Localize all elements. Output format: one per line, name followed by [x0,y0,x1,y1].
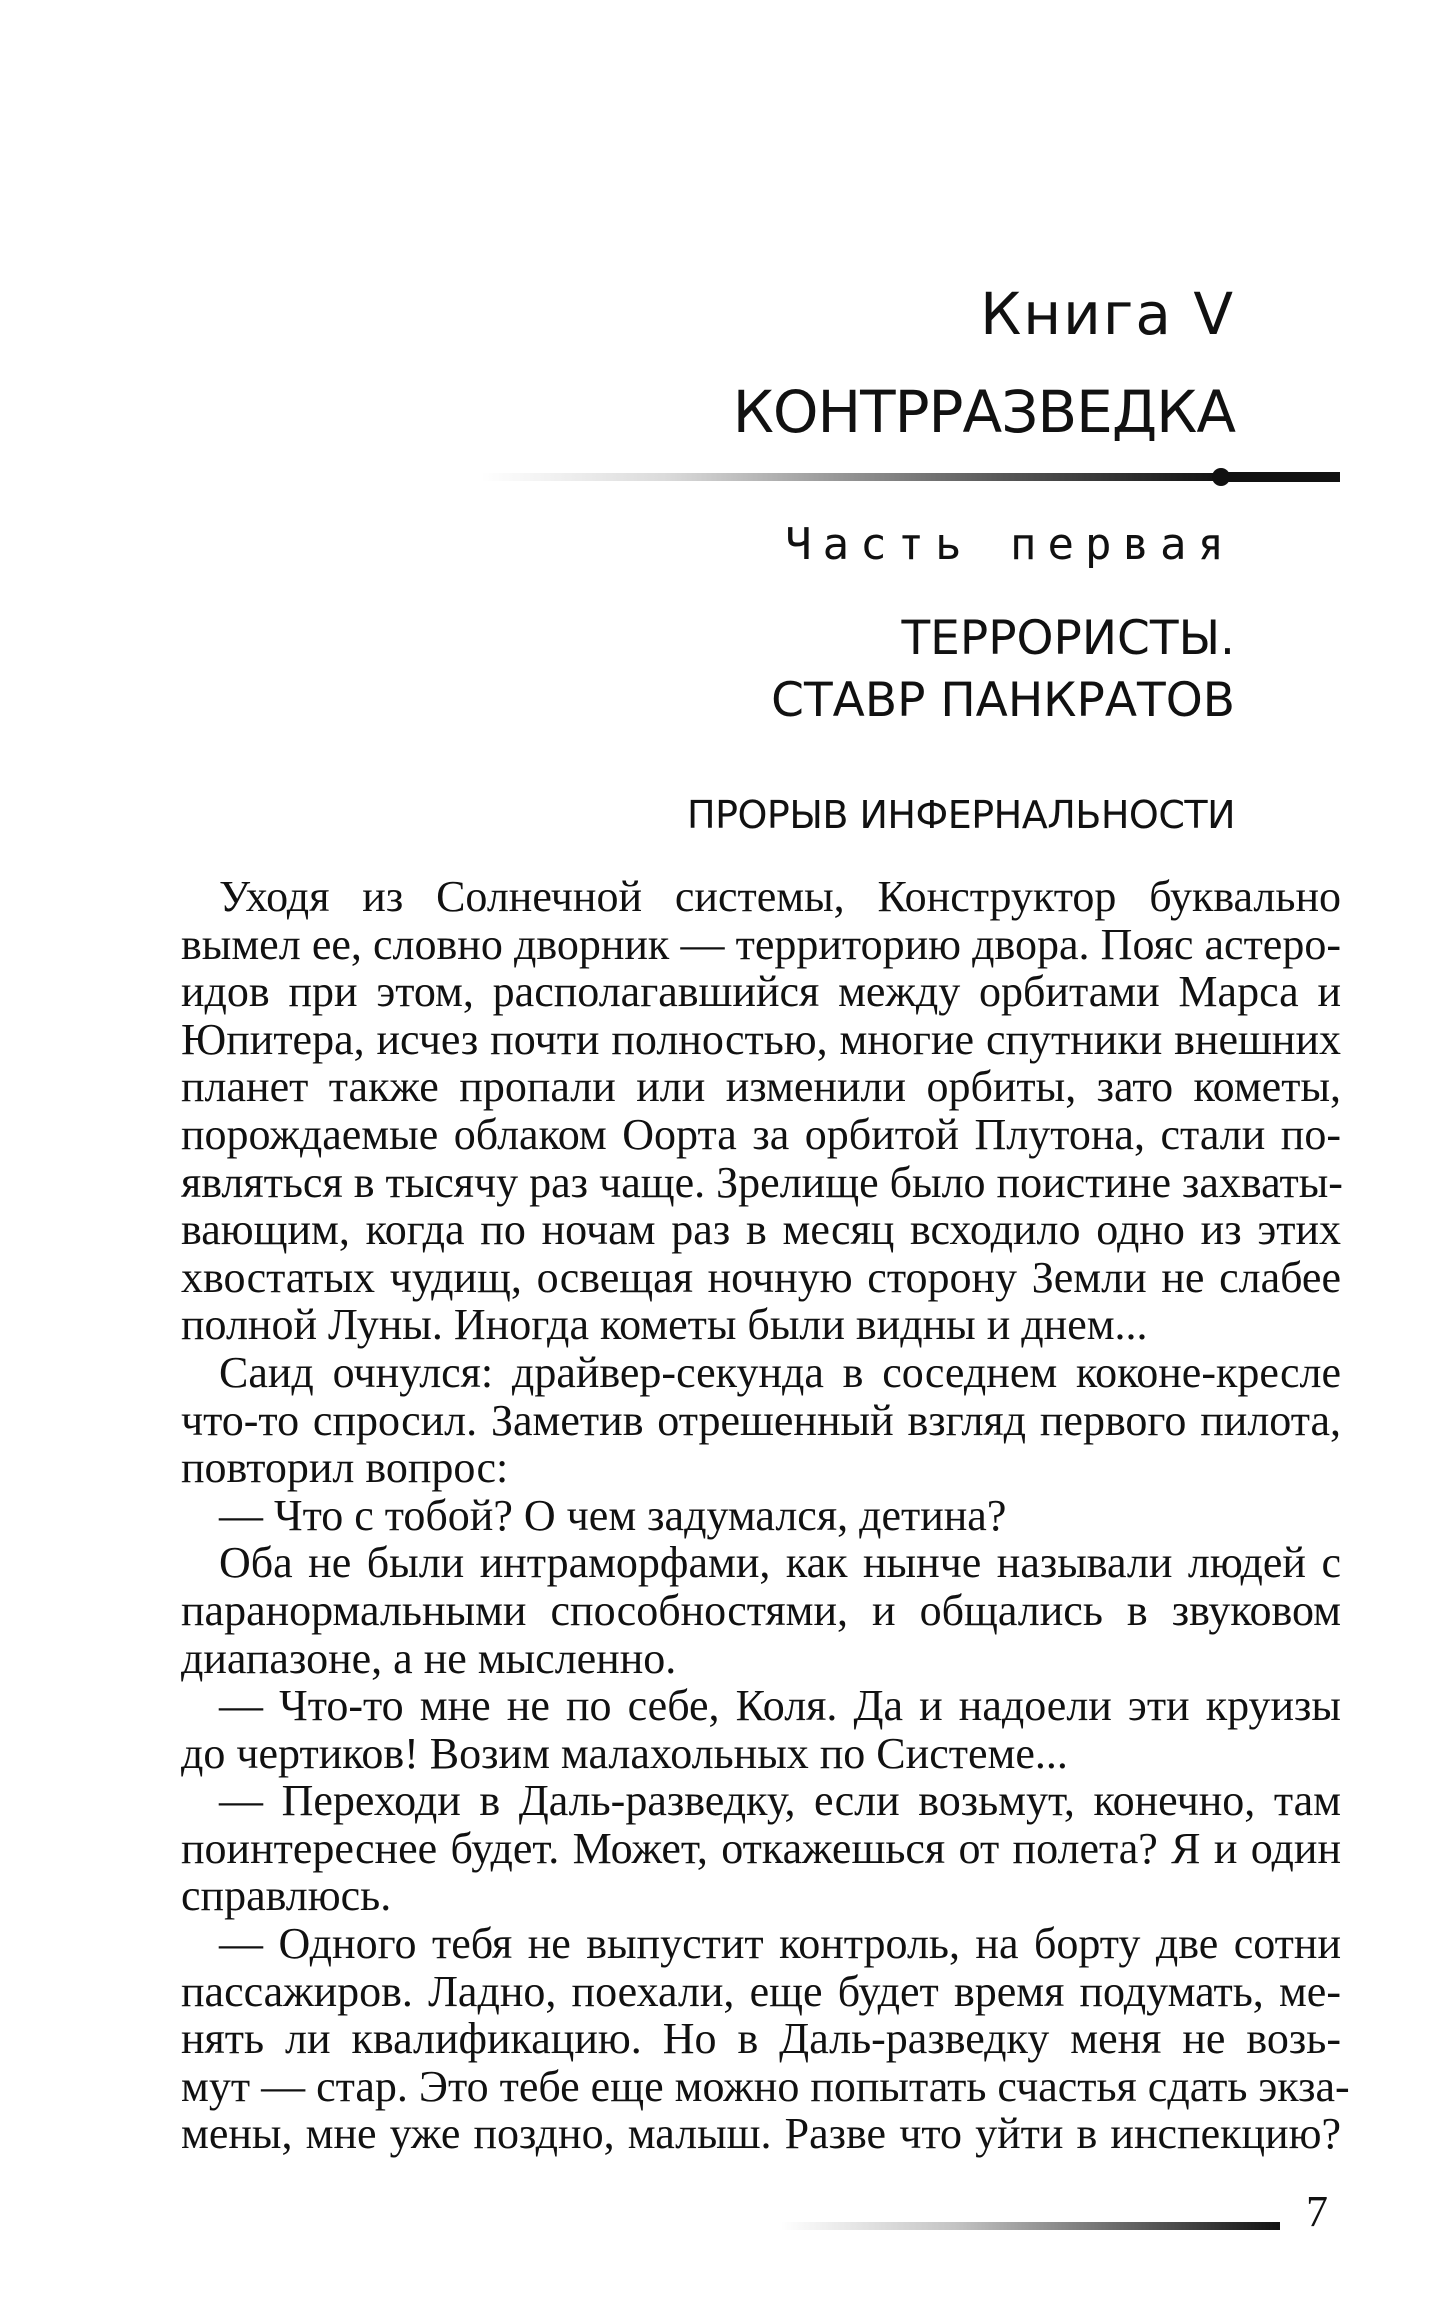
text-line: являться в тысячу раз чаще. Зрелище было поистине захваты- [181,1157,1343,1207]
book-subtitle: КОНТРРАЗВЕДКА [732,378,1235,446]
page-number: 7 [1306,2187,1328,2236]
text-line: мут — стар. Это тебе еще можно попытать счастья сдать экза- [181,2061,1350,2111]
text-line: пассажиров. Ладно, поехали, еще будет время подумать, ме- [181,1966,1341,2016]
text-line: нять ли квалификацию. Но в Даль-разведку меня не возь- [181,2014,1341,2064]
part-title-line: ТЕРРОРИСТЫ. [901,611,1235,666]
text-line: — Что-то мне не по себе, Коля. Да и надоели эти круизы [219,1681,1341,1731]
text-line: — Одного тебя не выпустит контроль, на борту две сотни [219,1919,1341,1969]
text-line: вающим, когда по ночам раз в месяц всходило одно из этих [181,1205,1341,1255]
text-line: Оба не были интраморфами, как нынче называли людей с [219,1538,1341,1588]
text-line: Юпитера, исчез почти полностью, многие спутники внешних [181,1014,1341,1064]
text-line: до чертиков! Возим малахольных по Системе... [181,1728,1068,1778]
text-line: мены, мне уже поздно, малыш. Разве что уйти в инспекцию? [181,2109,1341,2159]
text-line: справлюсь. [181,1871,392,1921]
text-line: планет также пропали или изменили орбиты, зато кометы, [181,1062,1341,1112]
text-line: диапазоне, а не мысленно. [181,1633,677,1683]
chapter-title: ПРОРЫВ ИНФЕРНАЛЬНОСТИ [687,793,1235,837]
text-line: — Переходи в Даль-разведку, если возьмут, конечно, там [219,1776,1341,1826]
text-line: Саид очнулся: драйвер-секунда в соседнем коконе-кресле [219,1347,1341,1397]
text-line: идов при этом, располагавшийся между орбитами Марса и [181,967,1341,1017]
text-line: что-то спросил. Заметив отрешенный взгляд первого пилота, [181,1395,1341,1445]
decorative-rule-top [480,468,1340,488]
text-line: вымел ее, словно дворник — территорию двора. Пояс астеро- [181,919,1341,969]
part-label: Часть первая [785,519,1235,570]
text-line: поинтереснее будет. Может, откажешься от полета? Я и один [181,1823,1341,1873]
text-line: повторил вопрос: [181,1443,509,1493]
part-title-line: СТАВР ПАНКРАТОВ [771,673,1235,728]
text-line: — Что с тобой? О чем задумался, детина? [219,1490,1007,1540]
text-line: Уходя из Солнечной системы, Конструктор буквально [219,872,1341,921]
text-line: порождаемые облаком Оорта за орбитой Плутона, стали по- [181,1109,1341,1159]
part-title [771,608,1235,732]
decorative-rule-bottom [780,2218,1280,2234]
text-line: хвостатых чудищ, освещая ночную сторону Земли не слабее [181,1252,1341,1302]
book-title: Книга V [980,280,1235,348]
body-text [181,872,1350,2159]
text-line: полной Луны. Иногда кометы были видны и днем... [181,1300,1148,1350]
text-line: паранормальными способностями, и общались в звуковом [181,1585,1341,1635]
